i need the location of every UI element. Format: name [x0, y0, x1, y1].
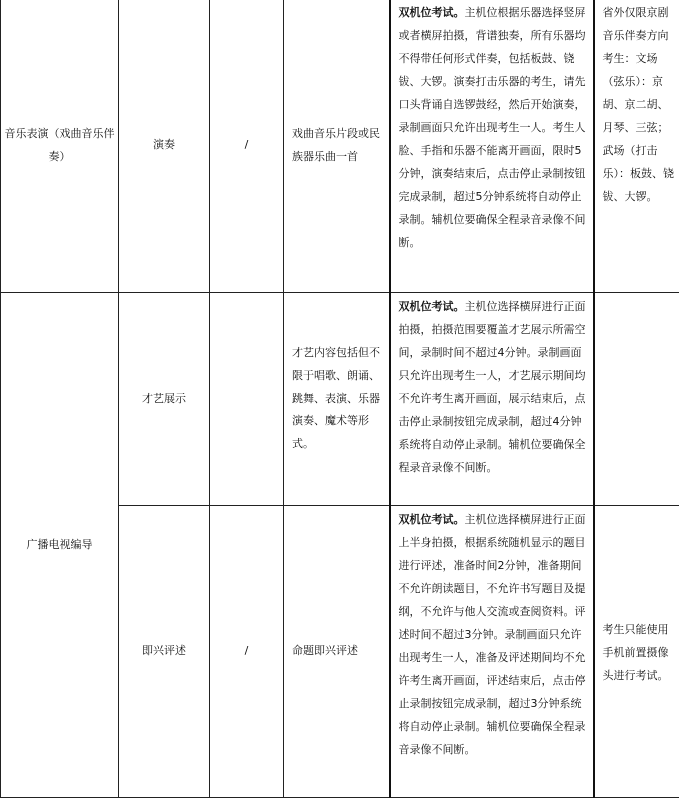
- subitem-cell: [210, 293, 284, 506]
- category-cell: 音乐表演（戏曲音乐伴奏）: [1, 0, 119, 293]
- note-cell: 考生只能使用手机前置摄像头进行考试。: [594, 506, 679, 798]
- note-cell: [594, 293, 679, 506]
- subitem-cell: /: [210, 0, 284, 293]
- table-row: [1, 293, 679, 506]
- content-cell: 才艺内容包括但不限于唱歌、朗诵、跳舞、表演、乐器演奏、魔术等形式。: [284, 293, 390, 506]
- requirement-text: 主机位选择横屏进行正面拍摄，拍摄范围要覆盖才艺展示所需空间，录制时间不超过4分钟。录制画面只允许出现考生一人，才艺展示期间均不允许考生离开画面，展示结束后，点击停止录制按钮完成录制，超过4分钟系统将自动停止录制。辅机位要确保全程录音录像不间断。: [399, 300, 586, 474]
- requirement-lead: 双机位考试。: [399, 6, 465, 19]
- table-row: [1, 0, 679, 293]
- requirement-cell: [390, 0, 594, 293]
- requirement-text: 主机位选择横屏进行正面上半身拍摄，根据系统随机显示的题目进行评述，准备时间2分钟，准备期间不允许朗读题目，不允许书写题目及提纲，不允许与他人交流或查阅资料。评述时间不超过3分钟。录制画面只允许出现考生一人，准备及评述期间均不允许考生离开画面，评述结束后，点击停止录制按钮完成录制，超过3分钟系统将自动停止录制。辅机位要确保全程录音录像不间断。: [399, 513, 586, 756]
- requirement-lead: 双机位考试。: [399, 300, 465, 313]
- subitem-cell: /: [210, 506, 284, 798]
- requirement-text: 主机位根据乐器选择竖屏或者横屏拍摄，背谱独奏，所有乐器均不得带任何形式伴奏，包括板鼓、铙钹、大锣。演奏打击乐器的考生，请先口头背诵自选锣鼓经，然后开始演奏，录制画面只允许出现考生一人。考生人脸、手指和乐器不能离开画面，限时5分钟，演奏结束后，点击停止录制按钮完成录制，超过5分钟系统将自动停止录制。辅机位要确保全程录音录像不间断。: [399, 6, 586, 249]
- content-cell: 戏曲音乐片段或民族器乐曲一首: [284, 0, 390, 293]
- item-cell: 即兴评述: [119, 506, 210, 798]
- requirement-cell: [390, 506, 594, 798]
- note-cell: 省外仅限京剧音乐伴奏方向考生：文场（弦乐）：京胡、京二胡、月琴、三弦；武场（打击乐）：板鼓、铙钹、大锣。: [594, 0, 679, 293]
- item-cell: 演奏: [119, 0, 210, 293]
- requirement-cell: [390, 293, 594, 506]
- requirement-lead: 双机位考试。: [399, 513, 465, 526]
- content-cell: 命题即兴评述: [284, 506, 390, 798]
- item-cell: 才艺展示: [119, 293, 210, 506]
- category-cell: 广播电视编导: [1, 293, 119, 798]
